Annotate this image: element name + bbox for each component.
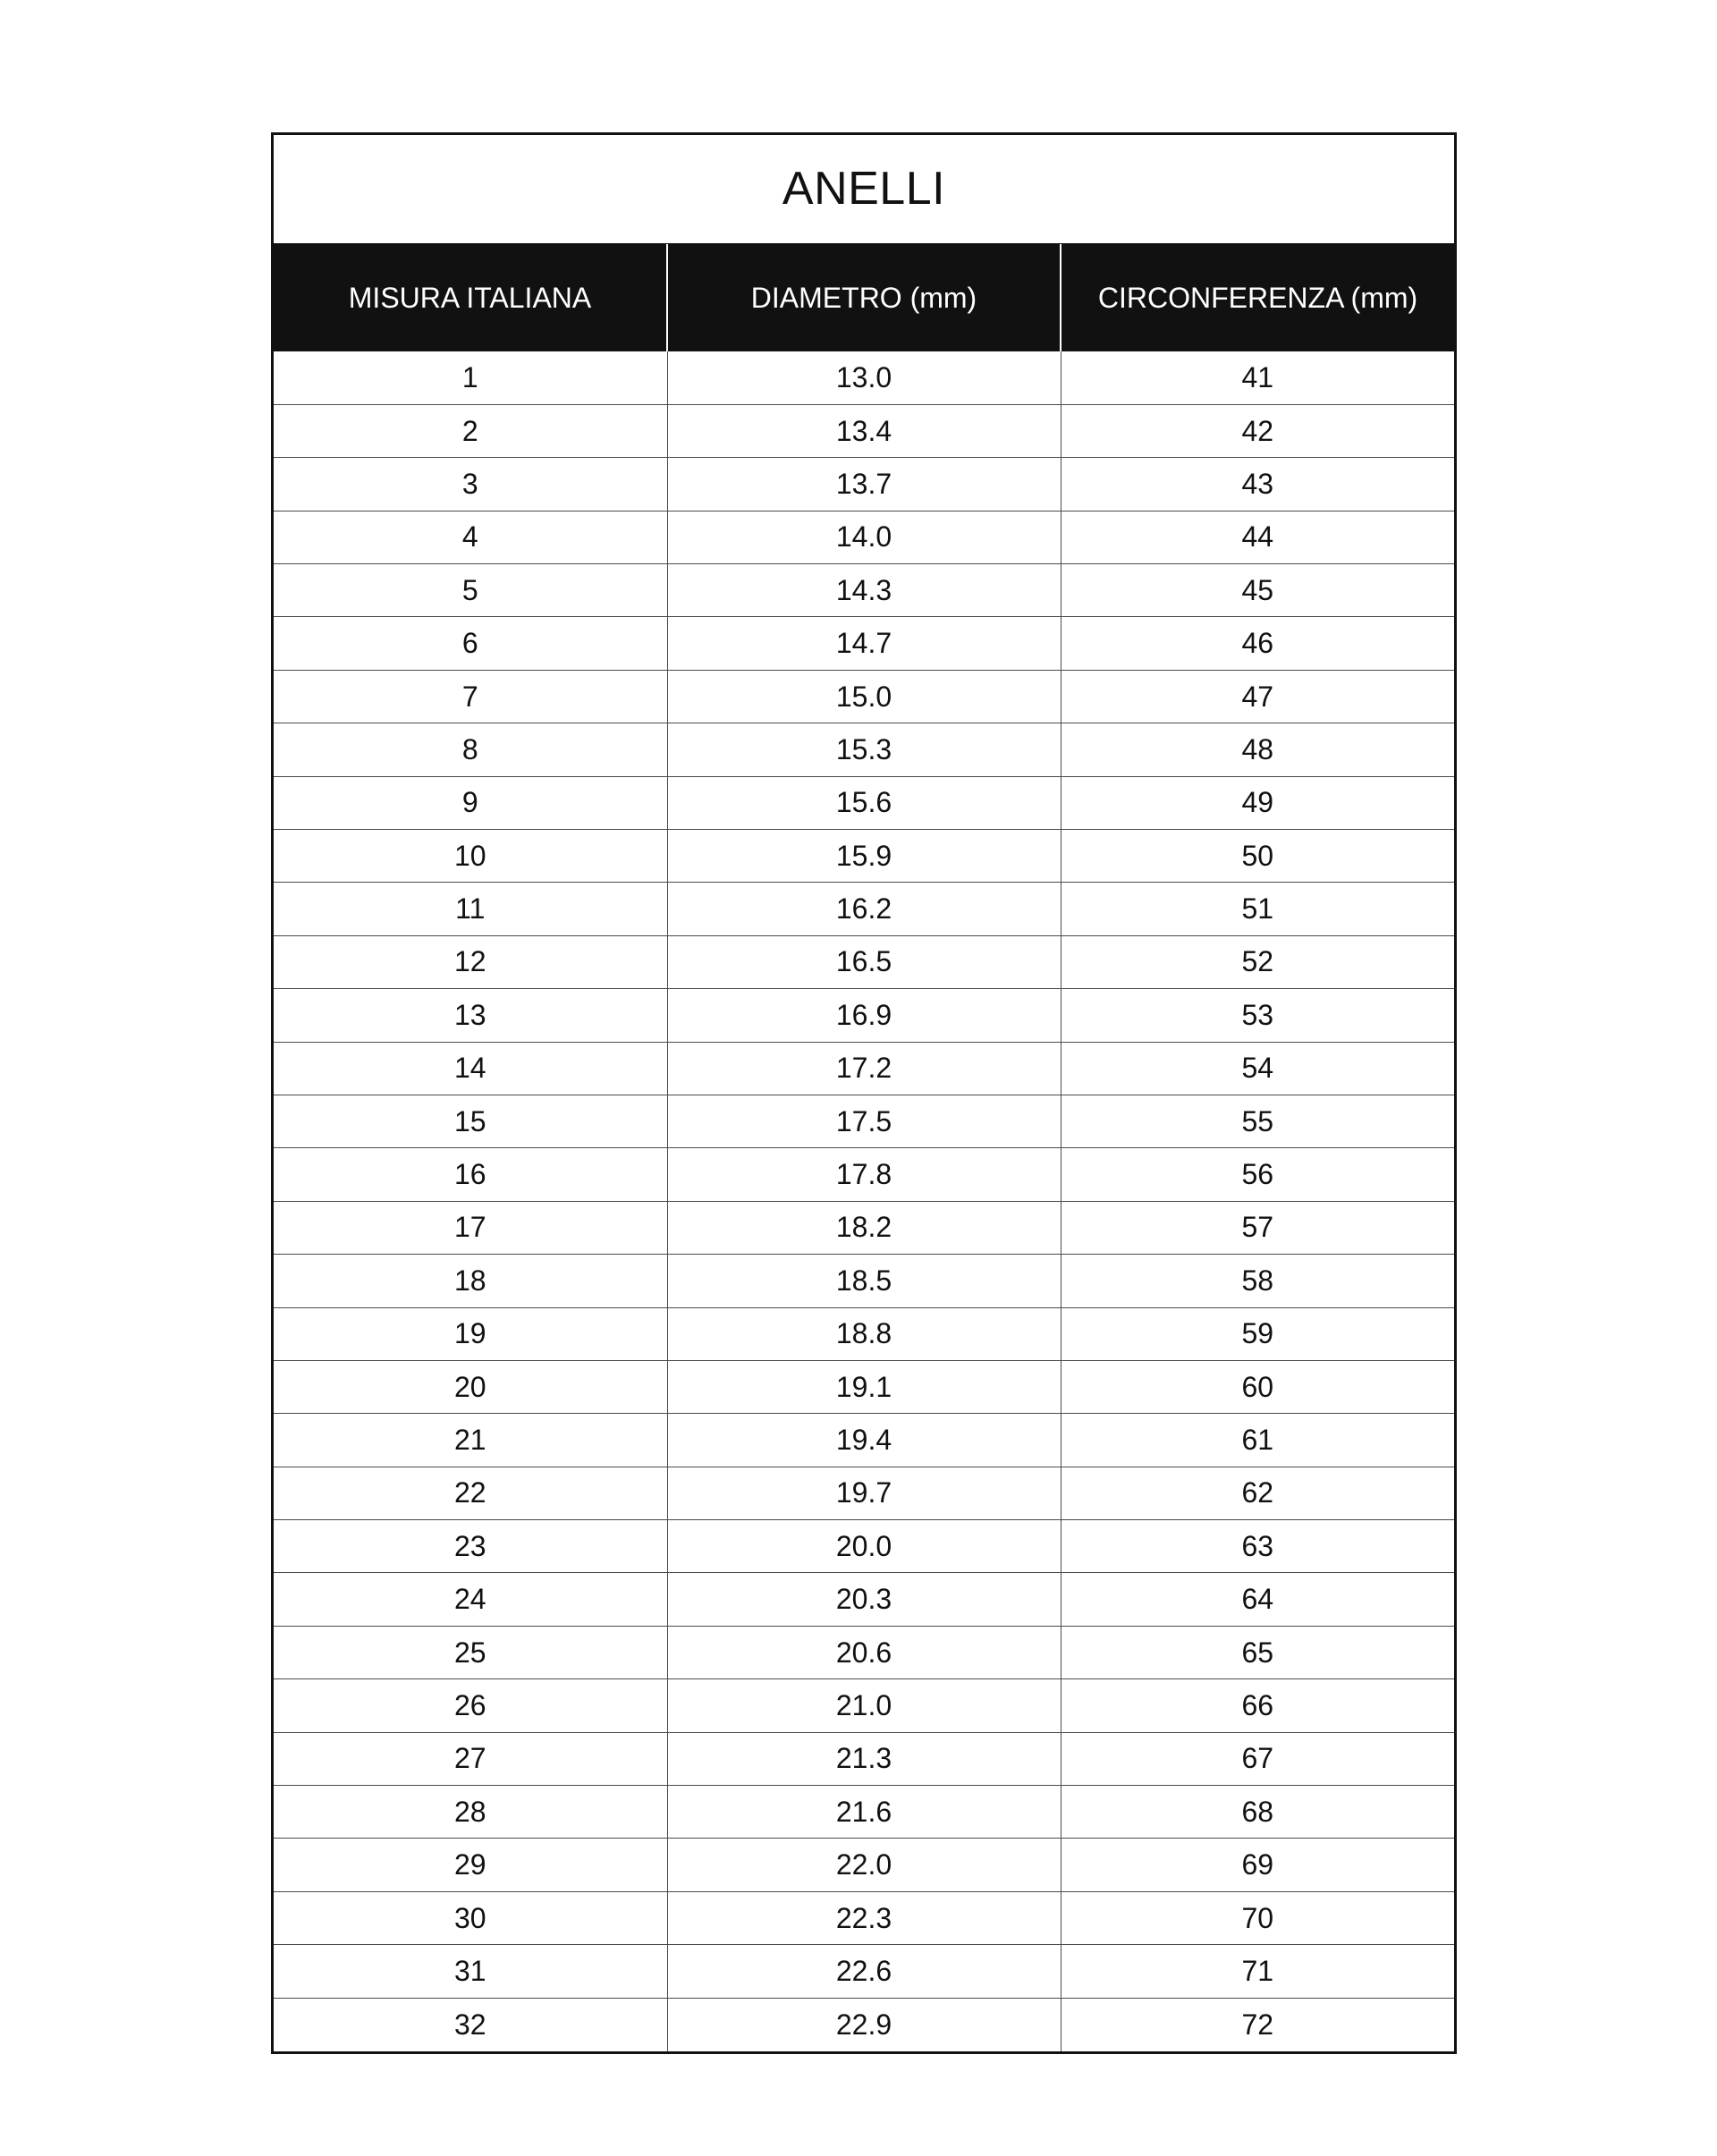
table-row [274,351,1454,404]
table-row [274,883,1454,935]
circumference-cell: 47 [1061,670,1454,723]
table-row [274,1467,1454,1519]
table-row [274,1095,1454,1147]
table-row [274,1945,1454,1998]
italian-size-cell: 17 [274,1201,667,1254]
circumference-cell: 59 [1061,1307,1454,1360]
circumference-cell: 50 [1061,830,1454,883]
table-row [274,935,1454,988]
italian-size-cell: 21 [274,1414,667,1467]
table-row [274,1998,1454,2050]
table-row [274,458,1454,511]
diameter-cell: 22.3 [667,1891,1061,1944]
circumference-cell: 43 [1061,458,1454,511]
italian-size-cell: 5 [274,564,667,617]
table-row [274,1414,1454,1467]
table-row [274,830,1454,883]
diameter-cell: 19.4 [667,1414,1061,1467]
column-header-circumference: CIRCONFERENZA (mm) [1061,244,1454,351]
italian-size-cell: 7 [274,670,667,723]
circumference-cell: 58 [1061,1255,1454,1307]
diameter-cell: 19.7 [667,1467,1061,1519]
circumference-cell: 67 [1061,1732,1454,1785]
italian-size-cell: 8 [274,723,667,776]
italian-size-cell: 25 [274,1626,667,1678]
diameter-cell: 22.6 [667,1945,1061,1998]
diameter-cell: 16.9 [667,989,1061,1042]
italian-size-cell: 29 [274,1839,667,1891]
italian-size-cell: 12 [274,935,667,988]
ring-size-chart [271,132,1457,2054]
circumference-cell: 66 [1061,1679,1454,1732]
italian-size-cell: 20 [274,1360,667,1413]
circumference-cell: 61 [1061,1414,1454,1467]
circumference-cell: 49 [1061,776,1454,829]
diameter-cell: 22.9 [667,1998,1061,2050]
circumference-cell: 57 [1061,1201,1454,1254]
italian-size-cell: 10 [274,830,667,883]
table-row [274,1042,1454,1095]
column-header-italian-size: MISURA ITALIANA [348,281,592,314]
diameter-cell: 18.2 [667,1201,1061,1254]
table-row [274,1573,1454,1626]
circumference-cell: 72 [1061,1998,1454,2050]
italian-size-cell: 4 [274,511,667,563]
circumference-cell: 55 [1061,1095,1454,1147]
italian-size-cell: 3 [274,458,667,511]
table-row [274,1626,1454,1678]
italian-size-cell: 16 [274,1148,667,1201]
diameter-cell: 16.2 [667,883,1061,935]
circumference-cell: 45 [1061,564,1454,617]
table-row [274,1255,1454,1307]
diameter-cell: 13.4 [667,404,1061,457]
diameter-cell: 20.3 [667,1573,1061,1626]
table-row [274,1891,1454,1944]
circumference-cell: 69 [1061,1839,1454,1891]
diameter-cell: 15.3 [667,723,1061,776]
circumference-cell: 46 [1061,617,1454,670]
size-table [274,244,1454,2051]
table-row [274,776,1454,829]
italian-size-cell: 27 [274,1732,667,1785]
table-row [274,1307,1454,1360]
table-row [274,511,1454,563]
diameter-cell: 21.3 [667,1732,1061,1785]
circumference-cell: 70 [1061,1891,1454,1944]
italian-size-cell: 14 [274,1042,667,1095]
table-row [274,617,1454,670]
table-row [274,1148,1454,1201]
circumference-cell: 54 [1061,1042,1454,1095]
table-body [274,351,1454,2051]
diameter-cell: 15.0 [667,670,1061,723]
header-row [274,244,1454,351]
circumference-cell: 71 [1061,1945,1454,1998]
diameter-cell: 13.7 [667,458,1061,511]
italian-size-cell: 19 [274,1307,667,1360]
italian-size-cell: 13 [274,989,667,1042]
italian-size-cell: 18 [274,1255,667,1307]
circumference-cell: 53 [1061,989,1454,1042]
table-header [274,244,1454,351]
italian-size-cell: 31 [274,1945,667,1998]
diameter-cell: 17.5 [667,1095,1061,1147]
italian-size-cell: 24 [274,1573,667,1626]
circumference-cell: 51 [1061,883,1454,935]
diameter-cell: 20.0 [667,1520,1061,1573]
diameter-cell: 13.0 [667,351,1061,404]
italian-size-cell: 11 [274,883,667,935]
circumference-cell: 48 [1061,723,1454,776]
circumference-cell: 64 [1061,1573,1454,1626]
table-row [274,723,1454,776]
table-row [274,1201,1454,1254]
diameter-cell: 14.0 [667,511,1061,563]
circumference-cell: 56 [1061,1148,1454,1201]
diameter-cell: 15.9 [667,830,1061,883]
diameter-cell: 18.5 [667,1255,1061,1307]
circumference-cell: 60 [1061,1360,1454,1413]
table-row [274,1732,1454,1785]
diameter-cell: 20.6 [667,1626,1061,1678]
italian-size-cell: 23 [274,1520,667,1573]
italian-size-cell: 28 [274,1786,667,1839]
italian-size-cell: 6 [274,617,667,670]
diameter-cell: 17.2 [667,1042,1061,1095]
table-row [274,1520,1454,1573]
diameter-cell: 15.6 [667,776,1061,829]
italian-size-cell: 1 [461,360,478,393]
italian-size-cell: 2 [274,404,667,457]
diameter-cell: 17.8 [667,1148,1061,1201]
column-header-diameter: DIAMETRO (mm) [667,244,1061,351]
circumference-cell: 68 [1061,1786,1454,1839]
diameter-cell: 18.8 [667,1307,1061,1360]
italian-size-cell: 15 [274,1095,667,1147]
diameter-cell: 14.7 [667,617,1061,670]
table-row [274,1786,1454,1839]
circumference-cell: 41 [1061,351,1454,404]
circumference-cell: 63 [1061,1520,1454,1573]
chart-title: ANELLI [274,135,1454,244]
italian-size-cell: 26 [274,1679,667,1732]
table-row [274,404,1454,457]
italian-size-cell: 30 [274,1891,667,1944]
circumference-cell: 62 [1061,1467,1454,1519]
diameter-cell: 22.0 [667,1839,1061,1891]
table-row [274,1679,1454,1732]
table-row [274,989,1454,1042]
diameter-cell: 21.0 [667,1679,1061,1732]
diameter-cell: 14.3 [667,564,1061,617]
table-row [274,670,1454,723]
diameter-cell: 19.1 [667,1360,1061,1413]
italian-size-cell: 9 [274,776,667,829]
italian-size-cell: 32 [274,1998,667,2050]
table-row [274,1360,1454,1413]
diameter-cell: 21.6 [667,1786,1061,1839]
diameter-cell: 16.5 [667,935,1061,988]
table-row [274,564,1454,617]
table-row [274,1839,1454,1891]
circumference-cell: 52 [1061,935,1454,988]
circumference-cell: 44 [1061,511,1454,563]
circumference-cell: 65 [1061,1626,1454,1678]
italian-size-cell: 22 [274,1467,667,1519]
circumference-cell: 42 [1061,404,1454,457]
